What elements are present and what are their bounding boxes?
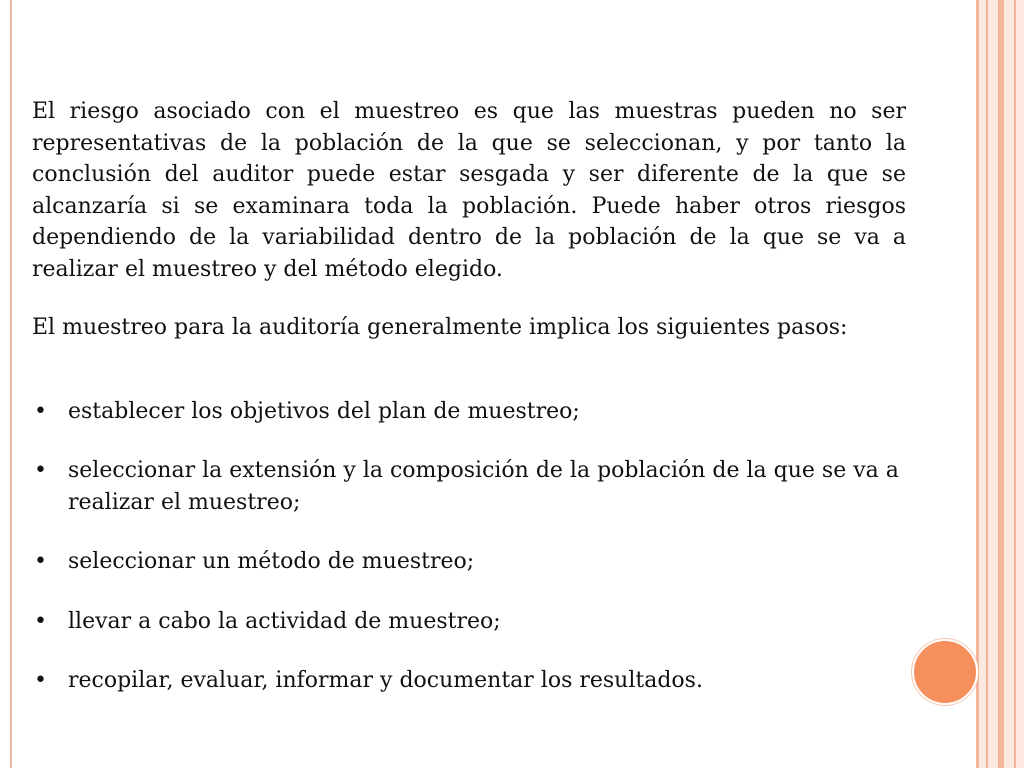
steps-list xyxy=(32,396,906,697)
stripe-line xyxy=(976,0,979,768)
list-item xyxy=(32,606,906,638)
stripe-line xyxy=(1014,0,1016,768)
slide-content xyxy=(32,96,906,697)
steps-intro-paragraph: El muestreo para la auditoría generalmente implica los siguientes pasos: xyxy=(32,315,848,340)
orange-circle-decoration xyxy=(912,639,978,705)
bullet-icon: • xyxy=(34,398,47,424)
stripe-line xyxy=(986,0,988,768)
list-item xyxy=(32,546,906,578)
list-item xyxy=(32,396,906,428)
right-stripe-decoration xyxy=(976,0,1024,768)
list-item-text: recopilar, evaluar, informar y documentar los resultados. xyxy=(68,668,703,693)
stripe-line xyxy=(998,0,1004,768)
risk-paragraph: El riesgo asociado con el muestreo es que las muestras pueden no ser representativas de la población de la que se seleccionan, y por tanto la conclusión del auditor puede estar sesgada y ser diferente de la que se alcanzaría si se examinara toda la población. Puede haber otros riesgos dependiendo de la variabilidad dentro de la población de la que se va a realizar el muestreo y del método elegido. xyxy=(32,99,906,282)
list-item xyxy=(32,455,906,518)
left-border-decoration xyxy=(0,0,12,768)
bullet-icon: • xyxy=(34,608,47,634)
list-item-text: llevar a cabo la actividad de muestreo; xyxy=(68,608,501,634)
bullet-icon: • xyxy=(34,668,47,693)
list-item xyxy=(32,665,906,697)
bullet-icon: • xyxy=(34,549,47,574)
bullet-icon: • xyxy=(34,458,47,483)
list-item-text: seleccionar la extensión y la composición de la población de la que se va a realizar el muestreo; xyxy=(68,458,899,515)
list-item-text: seleccionar un método de muestreo; xyxy=(68,549,475,574)
list-item-text: establecer los objetivos del plan de muestreo; xyxy=(68,398,580,424)
